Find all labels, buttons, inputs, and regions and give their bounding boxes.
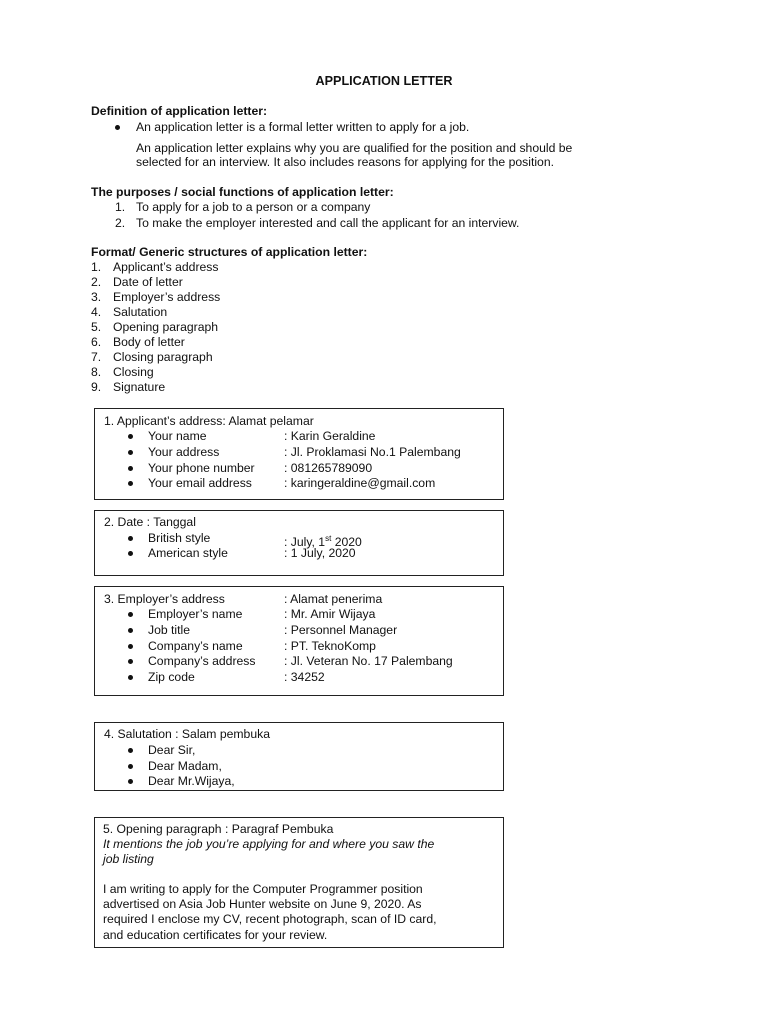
date-header: 2. Date : Tanggal	[104, 515, 196, 529]
bullet-icon	[128, 466, 133, 471]
field-label: Employer’s name	[148, 607, 243, 621]
format-number: 6.	[91, 335, 102, 349]
definition-paragraph-line: selected for an interview. It also includes reasons for applying for the position.	[136, 155, 554, 169]
format-item: Employer’s address	[113, 290, 221, 304]
opening-paragraph-note: job listing	[103, 852, 154, 866]
bullet-icon	[128, 434, 133, 439]
format-number: 2.	[91, 275, 102, 289]
format-item: Closing	[113, 365, 154, 379]
field-label: American style	[148, 546, 228, 560]
format-item: Date of letter	[113, 275, 183, 289]
bullet-icon	[115, 125, 120, 130]
format-item: Opening paragraph	[113, 320, 219, 334]
format-number: 5.	[91, 320, 102, 334]
bullet-icon	[128, 675, 133, 680]
opening-paragraph-body-line: required I enclose my CV, recent photograph, scan of ID card,	[103, 912, 437, 926]
bullet-icon	[128, 748, 133, 753]
field-label: Zip code	[148, 670, 195, 684]
format-item: Body of letter	[113, 335, 185, 349]
field-value: : karingeraldine@gmail.com	[284, 476, 436, 490]
format-number: 3.	[91, 290, 102, 304]
format-number: 4.	[91, 305, 102, 319]
bullet-icon	[128, 481, 133, 486]
field-value: : Mr. Amir Wijaya	[284, 607, 376, 621]
field-label: Your email address	[148, 476, 252, 490]
field-label: Company’s address	[148, 654, 256, 668]
field-label: Your address	[148, 445, 220, 459]
bullet-icon	[128, 612, 133, 617]
opening-paragraph-body-line: and education certificates for your review.	[103, 928, 328, 942]
purposes-heading: The purposes / social functions of application letter:	[91, 185, 394, 199]
bullet-icon	[128, 551, 133, 556]
format-heading: Format/ Generic structures of application letter:	[91, 245, 368, 259]
format-item: Salutation	[113, 305, 168, 319]
field-value: : Jl. Veteran No. 17 Palembang	[284, 654, 453, 668]
format-item: Signature	[113, 380, 166, 394]
date-value-text: : July, 1	[284, 535, 326, 550]
salutation-item: Dear Sir,	[148, 743, 196, 757]
definition-bullet: An application letter is a formal letter written to apply for a job.	[136, 120, 470, 134]
bullet-icon	[128, 659, 133, 664]
purpose-number: 2.	[115, 216, 126, 230]
purpose-item: To apply for a job to a person or a company	[136, 200, 371, 214]
field-value: : Karin Geraldine	[284, 429, 376, 443]
field-label: Company’s name	[148, 639, 243, 653]
format-number: 1.	[91, 260, 102, 274]
opening-paragraph-body-line: I am writing to apply for the Computer Programmer position	[103, 882, 423, 896]
opening-paragraph-note: It mentions the job you’re applying for and where you saw the	[103, 837, 435, 851]
bullet-icon	[128, 764, 133, 769]
bullet-icon	[128, 536, 133, 541]
salutation-header: 4. Salutation : Salam pembuka	[104, 727, 270, 741]
field-value: : Personnel Manager	[284, 623, 398, 637]
field-value: : Jl. Proklamasi No.1 Palembang	[284, 445, 461, 459]
format-item: Closing paragraph	[113, 350, 213, 364]
format-number: 8.	[91, 365, 102, 379]
page-title: APPLICATION LETTER	[315, 74, 453, 88]
field-label: 3. Employer’s address	[104, 592, 225, 606]
definition-paragraph-line: An application letter explains why you are qualified for the position and should be	[136, 141, 573, 155]
field-label: British style	[148, 531, 211, 545]
bullet-icon	[128, 779, 133, 784]
purpose-item: To make the employer interested and call the applicant for an interview.	[136, 216, 520, 230]
field-label: Job title	[148, 623, 191, 637]
opening-paragraph-body-line: advertised on Asia Job Hunter website on June 9, 2020. As	[103, 897, 422, 911]
format-item: Applicant’s address	[113, 260, 219, 274]
field-label: Your name	[148, 429, 207, 443]
applicant-address-header: 1. Applicant’s address: Alamat pelamar	[104, 414, 314, 428]
field-value: : 1 July, 2020	[284, 546, 356, 560]
salutation-item: Dear Mr.Wijaya,	[148, 774, 235, 788]
bullet-icon	[128, 628, 133, 633]
format-number: 7.	[91, 350, 102, 364]
field-value: : PT. TeknoKomp	[284, 639, 376, 653]
field-value: : 34252	[284, 670, 325, 684]
date-value-text: 2020	[331, 535, 362, 550]
field-value: : 081265789090	[284, 461, 373, 475]
salutation-item: Dear Madam,	[148, 759, 222, 773]
field-value: : Alamat penerima	[284, 592, 383, 606]
opening-paragraph-header: 5. Opening paragraph : Paragraf Pembuka	[103, 822, 334, 836]
bullet-icon	[128, 644, 133, 649]
ordinal-suffix: st	[325, 534, 332, 543]
field-label: Your phone number	[148, 461, 255, 475]
purpose-number: 1.	[115, 200, 126, 214]
bullet-icon	[128, 450, 133, 455]
format-number: 9.	[91, 380, 102, 394]
definition-heading: Definition of application letter:	[91, 104, 268, 118]
